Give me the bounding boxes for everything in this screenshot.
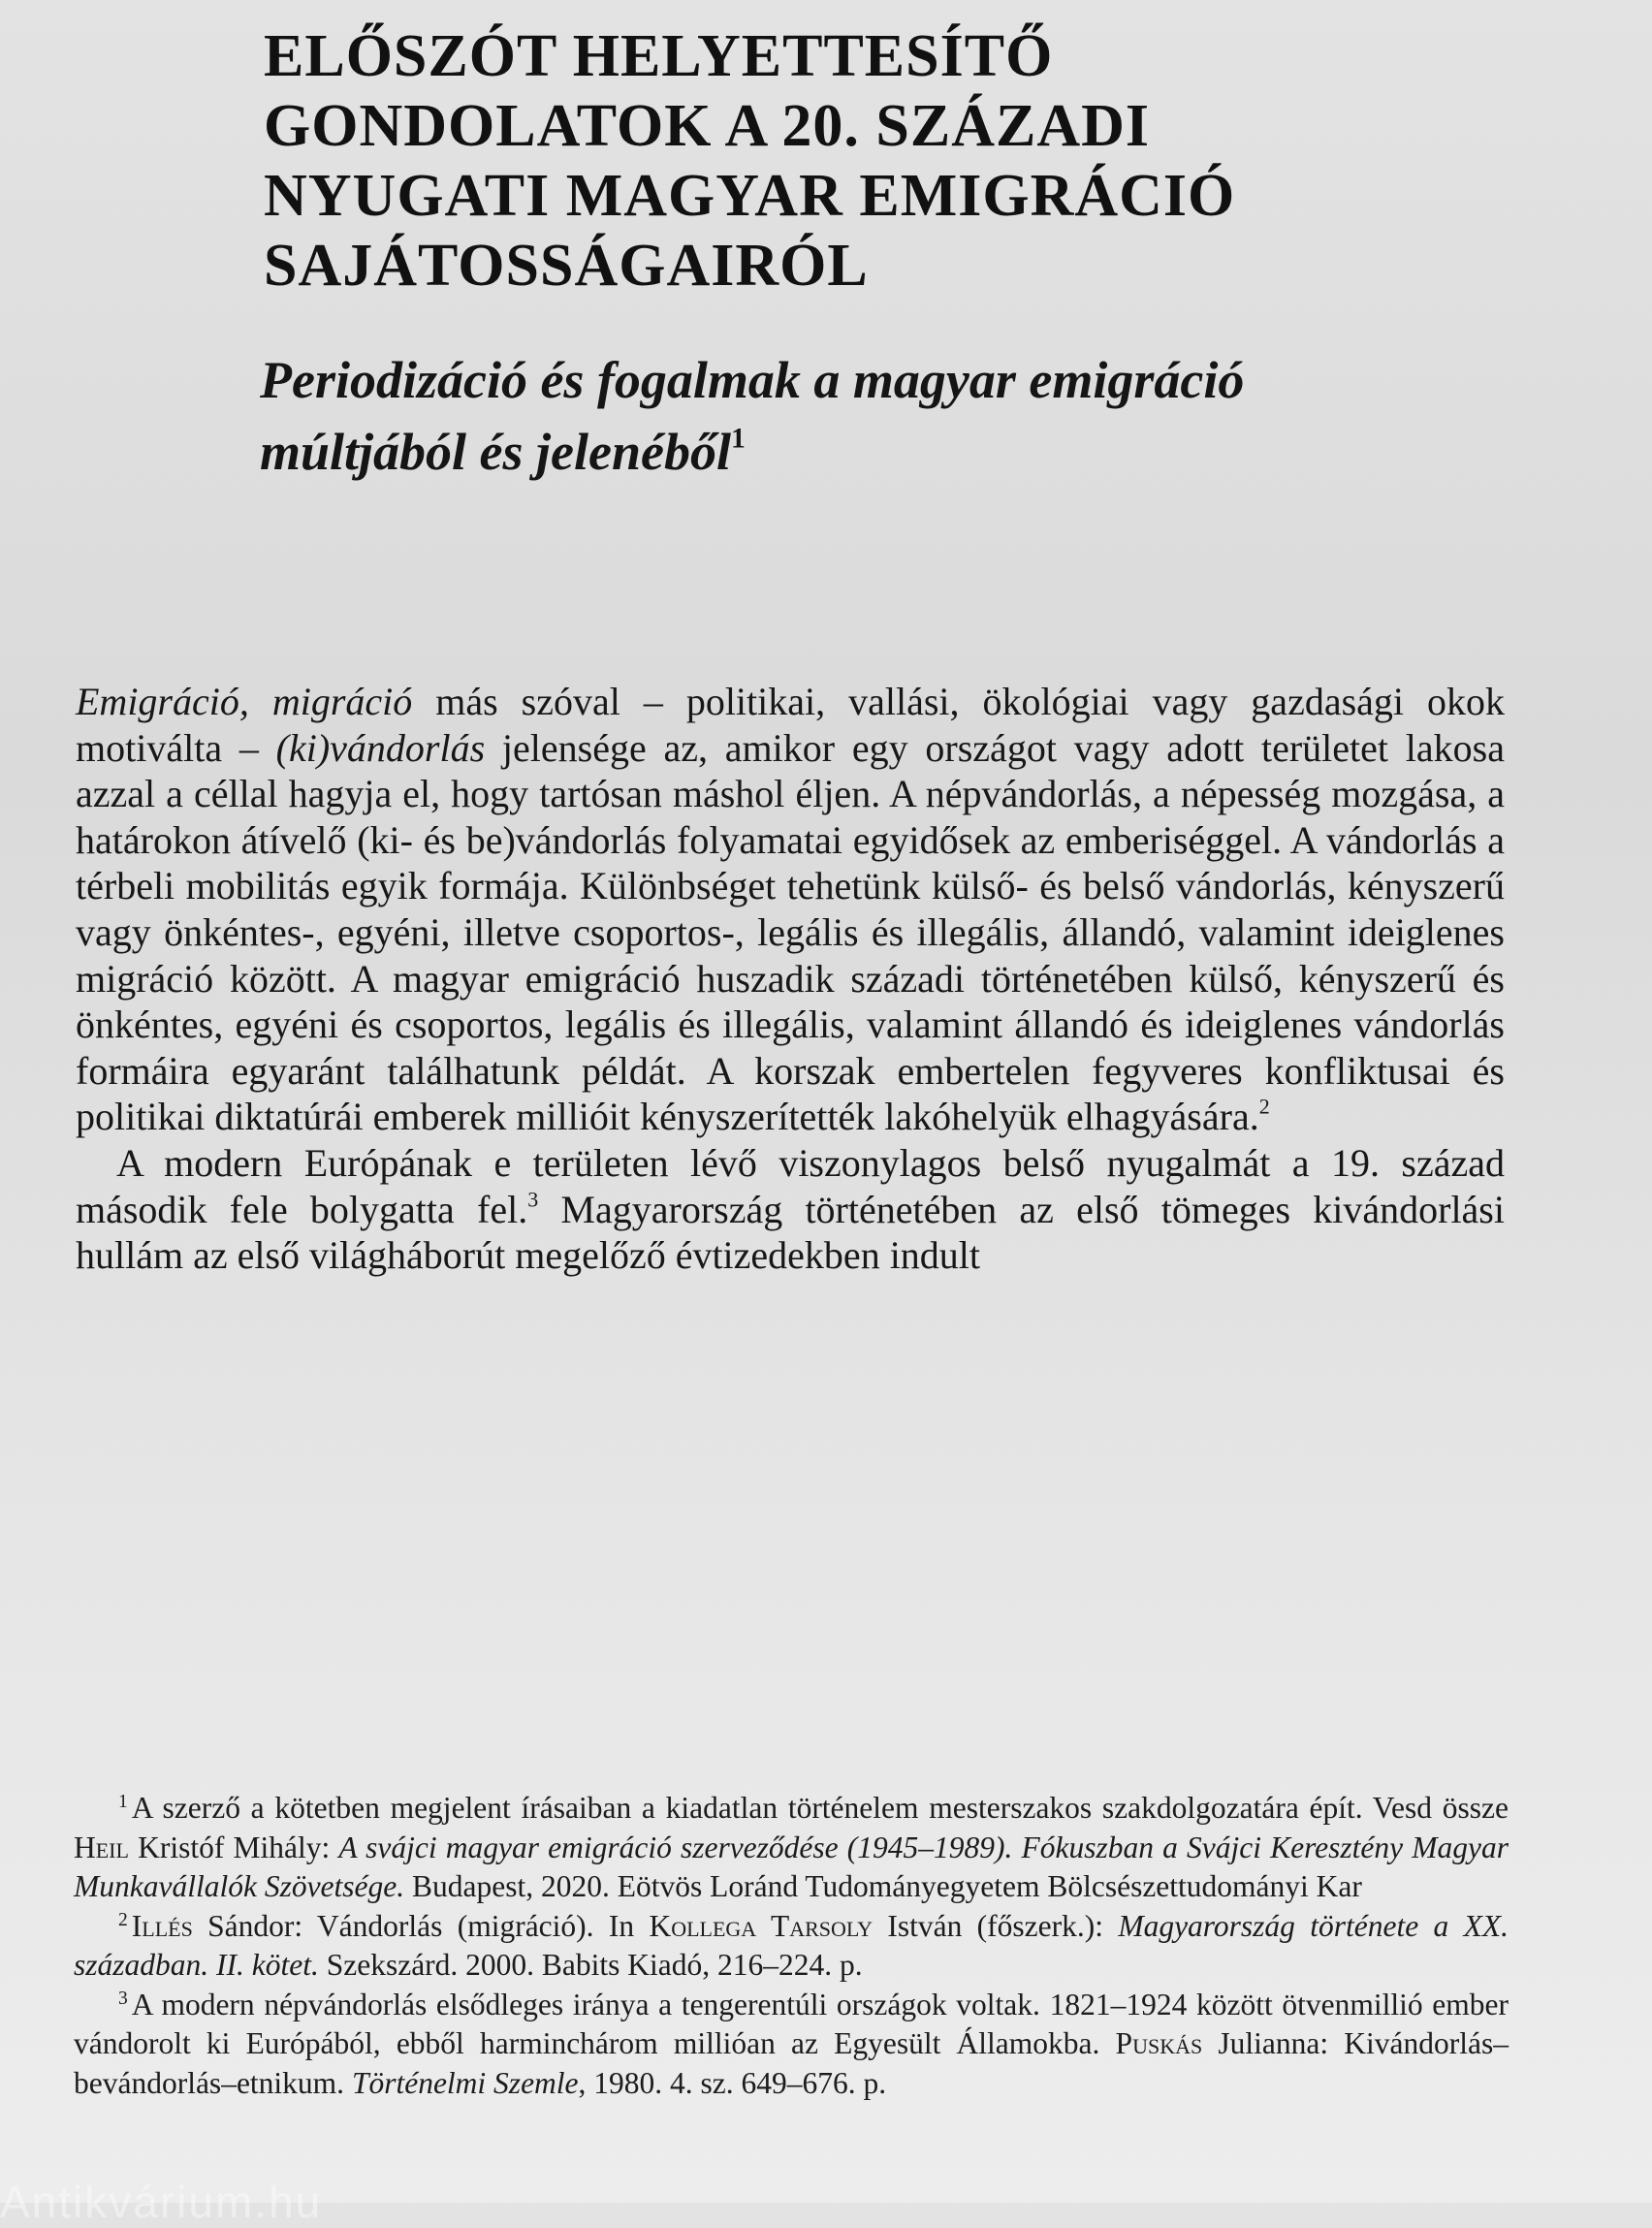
footnote-number: 3 — [118, 1988, 128, 2009]
chapter-title-line: ELŐSZÓT HELYETTESÍTŐ — [264, 23, 1054, 89]
work-title: Magyarország története a XX. században. II. kötet. — [74, 1908, 1509, 1982]
text-run: A szerző a kötetben megjelent írásaiban a kiadatlan történelem mesterszakos szakdolgozatára épít. Vesd össze — [131, 1791, 1509, 1825]
editor-name: Kollega Tarsoly — [649, 1908, 874, 1943]
text-run: , 1980. 4. sz. 649–676. p. — [578, 2065, 887, 2100]
journal-title: Történelmi Szemle — [351, 2065, 579, 2100]
footnote-number: 1 — [118, 1792, 128, 1813]
body-text — [76, 679, 1505, 1279]
subtitle-line — [260, 416, 1520, 488]
footnotes — [74, 1789, 1509, 2103]
subtitle-line: Periodizáció és fogalmak a magyar emigráció — [260, 351, 1245, 409]
text-run: A modern Európának e területen lévő viszonylagos belső nyugalmát a 19. század második fele bolygatta fel. — [76, 1140, 1505, 1231]
text-run: Kristóf Mihály: — [128, 1830, 339, 1864]
text-run: Magyarország történetében az első tömeges kivándorlási hullám az első világháborút megelőző évtizedekben indult — [76, 1187, 1505, 1278]
author-name: Illés — [131, 1908, 193, 1943]
subtitle-line-text: múltjából és jelenéből — [260, 423, 731, 481]
text-run: István (főszerk.): — [873, 1908, 1119, 1943]
footnote-1 — [74, 1789, 1509, 1907]
author-name: Heil — [74, 1830, 129, 1864]
text-run: Sándor: Vándorlás (migráció). In — [192, 1908, 650, 1943]
emphasis: Emigráció, migráció — [76, 680, 413, 723]
text-run: Szekszárd. 2000. Babits Kiadó, 216–224. p. — [318, 1948, 863, 1982]
paragraph — [76, 1140, 1505, 1279]
text-run: Julianna: Kivándorlás–bevándorlás–etnikum. — [74, 2026, 1509, 2100]
footnote-2 — [74, 1907, 1509, 1986]
text-run: A modern népvándorlás elsődleges iránya a tengerentúli országok voltak. 1821–1924 között ötvenmillió ember vándorolt ki Európából, ebből harminchárom millióan az Egyesült Államokba. — [74, 1987, 1509, 2060]
watermark: Antikvárium.hu — [0, 2177, 323, 2227]
text-run: Budapest, 2020. Eötvös Loránd Tudományegyetem Bölcsészettudományi Kar — [404, 1869, 1362, 1903]
chapter-title-line: SAJÁTOSSÁGAIRÓL — [264, 233, 869, 299]
chapter-title-line: GONDOLATOK A 20. SZÁZADI — [264, 93, 1151, 159]
chapter-title — [264, 21, 1524, 301]
paragraph — [76, 679, 1505, 1140]
text-run: más szóval – politikai, vallási, ökológiai vagy gazdasági okok motiválta – — [76, 680, 1505, 770]
chapter-subtitle — [260, 344, 1520, 488]
chapter-title-line: NYUGATI MAGYAR EMIGRÁCIÓ — [264, 163, 1236, 229]
footnote-number: 2 — [118, 1909, 128, 1930]
text-run: jelensége az, amikor egy országot vagy adott területet lakosa azzal a céllal hagyja el, hogy tartósan máshol éljen. A népvándorlás, a népesség mozgása, a határokon átívelő (ki- és be)vándorlás folyamatai egyidősek az emberiséggel. A vándorlás a térbeli mobilitás egyik formája. Különbséget tehetünk külső- és belső vándorlás, kényszerű vagy önkéntes-, egyéni, illetve csoportos-, legális és illegális, állandó, valamint ideiglenes migráció között. A magyar emigráció huszadik századi történetében külső, kényszerű és önkéntes, egyéni és csoportos, legális és illegális, valamint állandó és ideiglenes vándorlás formáira egyaránt találhatunk példát. A korszak embertelen fegyveres konfliktusai és politikai diktatúrái emberek millióit kényszerítették lakóhelyük elhagyására. — [76, 725, 1505, 1139]
footnote-reference: 2 — [1258, 1094, 1270, 1119]
work-title: A svájci magyar emigráció szerveződése (1945–1989). Fókuszban a Svájci Keresztény Magyar Munkavállalók Szövetsége. — [74, 1830, 1509, 1903]
author-name: Puskás — [1115, 2026, 1203, 2060]
footnote-reference: 3 — [527, 1187, 539, 1212]
footnote-reference: 1 — [730, 423, 746, 455]
footnote-3 — [74, 1986, 1509, 2104]
emphasis: (ki)vándorlás — [275, 725, 486, 770]
